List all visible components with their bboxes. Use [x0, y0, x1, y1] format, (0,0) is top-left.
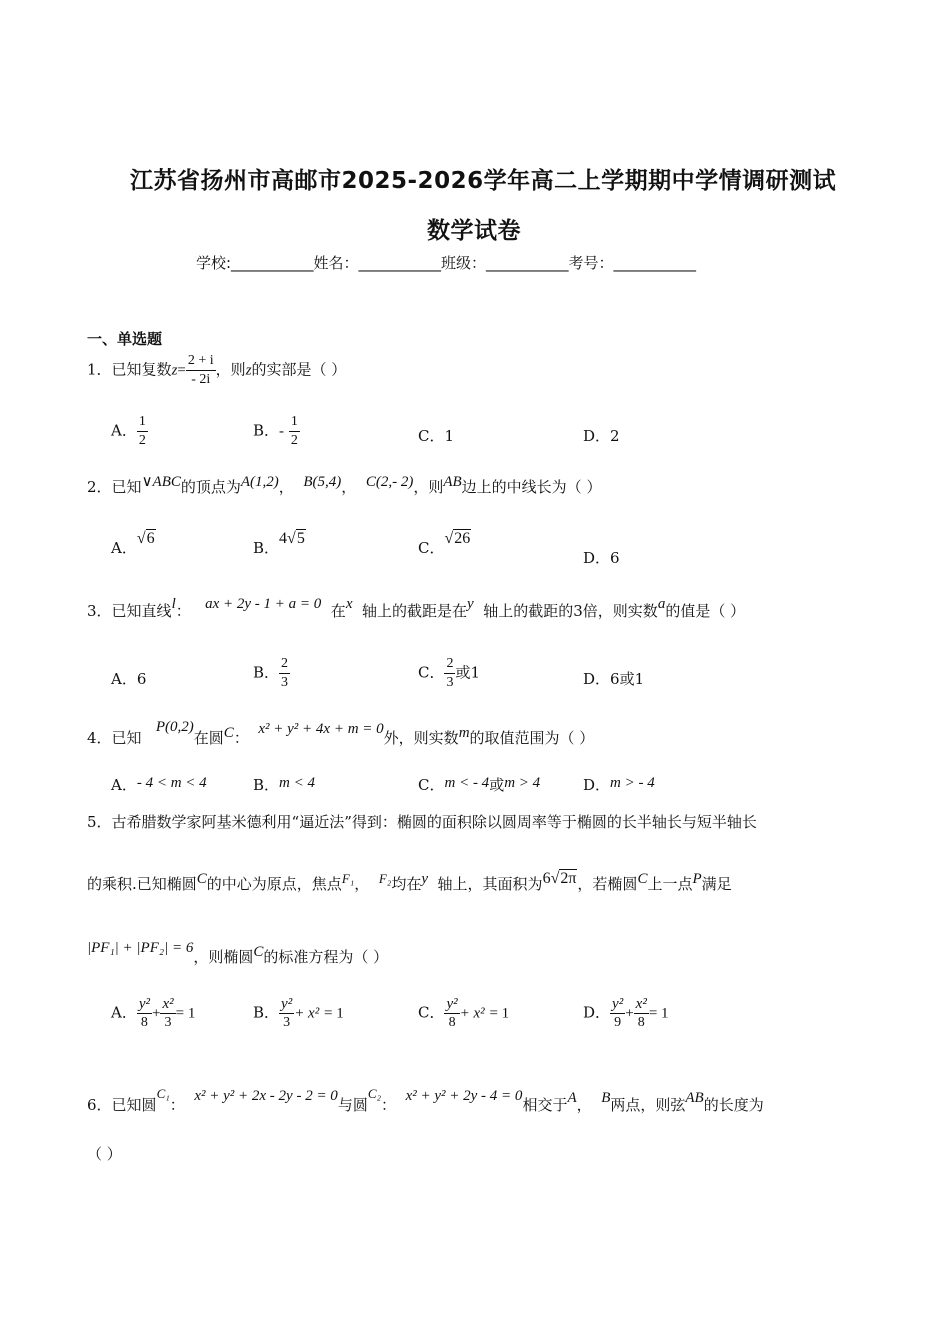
math-fraction	[137, 995, 152, 1032]
math-var: a	[657, 596, 666, 612]
math-fraction	[137, 413, 148, 450]
math-fraction	[289, 413, 300, 450]
math-sign: -	[279, 423, 285, 440]
math-fraction	[160, 995, 175, 1032]
fraction-denominator: 8	[140, 1015, 148, 1030]
math-var: C	[196, 871, 207, 887]
option-c[interactable]	[418, 425, 454, 446]
option-b[interactable]	[253, 530, 306, 558]
option-a[interactable]	[111, 413, 148, 450]
option-label: B．	[253, 776, 280, 794]
option-label: D．	[583, 776, 611, 794]
punct: ：	[381, 1096, 397, 1114]
option-c[interactable]	[418, 655, 480, 692]
option-label: D．	[583, 670, 611, 688]
math-var: y	[467, 596, 474, 612]
option-value: 6	[136, 670, 147, 688]
math-sqrt: 4√5	[279, 530, 305, 547]
math-op: +	[625, 1005, 634, 1022]
stem-text: 古希腊数学家阿基米德利用“逼近法”得到：椭圆的面积除以圆周率等于椭圆的长半轴长与短半轴长	[111, 813, 757, 831]
math-var: F₂	[378, 871, 392, 886]
math-sqrt: √26	[444, 530, 471, 547]
fraction-denominator: 2	[138, 433, 146, 448]
math-rhs: = 1	[489, 1005, 510, 1022]
stem-text: 已知圆	[111, 1096, 157, 1114]
stem-text: ，则椭圆	[193, 948, 254, 966]
math-triangle: ∨ABC	[141, 474, 181, 490]
math-fraction	[186, 352, 216, 389]
fraction-denominator: 3	[283, 1015, 291, 1030]
fraction-numerator: x²	[635, 996, 647, 1012]
math-var: C	[637, 871, 648, 887]
option-label: A．	[111, 776, 137, 794]
stem-text: 的中心为原点，焦点	[206, 875, 342, 893]
option-b[interactable]	[253, 655, 290, 692]
fraction-numerator: y²	[446, 996, 458, 1012]
option-value: 2	[610, 427, 620, 445]
option-a[interactable]	[111, 668, 146, 689]
question-5-line3	[87, 940, 389, 967]
option-c[interactable]	[418, 530, 471, 558]
option-c[interactable]	[418, 774, 540, 795]
math-var: C₁	[156, 1086, 170, 1101]
fraction-denominator: 3	[164, 1015, 172, 1030]
option-label: C．	[418, 1003, 445, 1022]
stem-text: 的标准方程为（ ）	[263, 948, 389, 966]
option-b[interactable]	[253, 413, 300, 450]
option-label: A．	[111, 670, 137, 688]
fraction-denominator: 8	[637, 1015, 645, 1030]
math-point: P(0,2)	[155, 719, 194, 735]
math-sqrt: √6	[136, 530, 155, 547]
question-number: 5．	[87, 813, 112, 831]
math-point: A(1,2)	[240, 474, 279, 490]
stem-text: ，若椭圆	[577, 875, 638, 893]
option-value: m < - 4	[444, 775, 490, 791]
math-fraction	[634, 995, 649, 1032]
question-number: 3．	[87, 602, 112, 620]
punct: ：	[233, 729, 249, 747]
option-label: A．	[111, 421, 137, 440]
stem-text: 外，则实数	[383, 729, 459, 747]
option-label: A．	[111, 539, 137, 557]
math-equation: x² + y² + 2x - 2y - 2 = 0	[194, 1088, 338, 1104]
stem-text: 在圆	[193, 729, 224, 747]
fraction-numerator: 1	[137, 413, 148, 432]
stem-text: 已知复数	[111, 360, 172, 379]
option-label: C．	[418, 776, 445, 794]
question-number: 6．	[87, 1096, 112, 1114]
question-1	[87, 352, 346, 389]
fraction-numerator: x²	[162, 996, 174, 1012]
option-a[interactable]	[111, 995, 195, 1032]
section-heading: 一、单选题	[87, 330, 163, 348]
punct: ：	[175, 602, 191, 620]
math-var: l	[171, 596, 176, 612]
punct: ：	[169, 1096, 185, 1114]
math-equation: x² + y² + 4x + m = 0	[258, 721, 384, 737]
stem-text: 与圆	[337, 1096, 368, 1114]
punct: ，	[341, 478, 357, 496]
math-op: =	[177, 362, 186, 379]
radicand: 2π	[560, 870, 577, 887]
coefficient: 6	[542, 870, 551, 887]
math-fraction	[444, 995, 459, 1032]
question-6-paren: （ ）	[87, 1145, 122, 1163]
question-5-line2	[87, 870, 732, 894]
math-var: AB	[443, 474, 462, 490]
stem-text: 的取值范围为（ ）	[469, 729, 595, 747]
option-label: C．	[418, 663, 445, 682]
fraction-numerator: y²	[612, 996, 624, 1012]
punct: ，	[354, 875, 370, 893]
math-rhs: = 1	[175, 1005, 196, 1022]
stem-text: 已知直线	[111, 602, 172, 620]
stem-text: 的值是（ ）	[665, 602, 746, 620]
stem-text: 轴上的截距是在	[362, 602, 468, 620]
math-var: A	[567, 1090, 577, 1106]
option-label: B．	[253, 421, 280, 440]
option-label: B．	[253, 1003, 280, 1022]
option-c[interactable]	[418, 995, 509, 1032]
math-equation: x² + y² + 2y - 4 = 0	[405, 1088, 523, 1104]
option-d[interactable]	[583, 995, 669, 1032]
fraction-denominator: 2	[290, 433, 298, 448]
math-var: C	[253, 944, 264, 960]
question-3	[87, 596, 746, 621]
math-var: x	[345, 596, 353, 612]
math-var: z	[245, 362, 252, 379]
math-fraction	[279, 995, 294, 1032]
math-var: z	[171, 362, 178, 379]
option-label: A．	[111, 1003, 137, 1022]
question-6	[87, 1086, 764, 1115]
option-value: m < 4	[279, 775, 315, 791]
stem-text: 在	[330, 602, 346, 620]
question-number: 1．	[87, 360, 112, 379]
option-label: D．	[583, 427, 611, 445]
option-value: m > - 4	[610, 775, 655, 791]
option-label: D．	[583, 549, 611, 567]
stem-text: 满足	[701, 875, 732, 893]
option-b[interactable]	[253, 774, 315, 795]
question-4	[87, 719, 595, 748]
option-b[interactable]	[253, 995, 344, 1032]
option-label: C．	[418, 427, 445, 445]
student-info-line: 学校:___________姓名：___________班级：___________考号：___________	[196, 254, 697, 272]
stem-text: 均在	[391, 875, 422, 893]
math-sqrt: 6√2π	[542, 870, 577, 887]
math-var: AB	[685, 1090, 704, 1106]
math-var: m	[458, 725, 470, 741]
math-var: P	[692, 871, 702, 887]
fraction-numerator: 1	[289, 413, 300, 432]
option-value: 1	[444, 427, 455, 445]
radicand: 5	[296, 530, 305, 547]
punct: ，	[576, 1096, 592, 1114]
option-value: - 4 < m < 4	[136, 775, 207, 791]
option-connector: 或	[489, 776, 505, 794]
math-fraction	[610, 995, 625, 1032]
question-number: 4．	[87, 729, 112, 747]
math-op: +	[152, 1005, 161, 1022]
stem-text: 已知	[111, 729, 142, 747]
math-var: B	[601, 1090, 611, 1106]
option-label: C．	[418, 539, 445, 557]
stem-text: 的顶点为	[180, 478, 241, 496]
option-d[interactable]	[583, 547, 620, 568]
fraction-denominator: - 2i	[191, 372, 211, 387]
option-value: 6	[610, 549, 620, 567]
math-op: + x²	[294, 1005, 320, 1022]
option-d[interactable]	[583, 774, 655, 795]
question-5-line1	[87, 811, 757, 832]
math-point: B(5,4)	[303, 474, 342, 490]
option-d[interactable]	[583, 425, 620, 446]
math-rhs: = 1	[324, 1005, 344, 1022]
stem-text: 相交于	[522, 1096, 568, 1114]
math-var: C	[223, 725, 234, 741]
math-var: y	[421, 871, 428, 887]
radicand: 6	[146, 530, 155, 547]
option-a[interactable]	[111, 530, 156, 558]
option-label: B．	[253, 539, 280, 557]
option-value: 6或1	[610, 670, 645, 688]
option-a[interactable]	[111, 774, 207, 795]
stem-text: 已知	[111, 478, 142, 496]
exam-title-line2: 数学试卷	[427, 218, 521, 244]
option-d[interactable]	[583, 668, 644, 689]
math-point: C(2,- 2)	[365, 474, 414, 490]
stem-text: ，则	[215, 360, 246, 379]
stem-text: ，则	[413, 478, 444, 496]
option-label: D．	[583, 1003, 611, 1022]
fraction-denominator: 3	[446, 675, 454, 690]
stem-text: 轴上的截距的3倍，则实数	[483, 602, 658, 620]
math-fraction	[279, 655, 290, 692]
fraction-numerator: 2	[279, 655, 290, 674]
math-var: C₂	[367, 1086, 382, 1101]
stem-text: 轴上，其面积为	[437, 875, 543, 893]
stem-text: 上一点	[647, 875, 693, 893]
stem-text: 的乘积.已知椭圆	[87, 875, 197, 893]
radicand: 26	[454, 530, 471, 547]
fraction-denominator: 3	[281, 675, 289, 690]
math-op: + x²	[459, 1005, 485, 1022]
option-label: B．	[253, 663, 280, 682]
question-2	[87, 476, 601, 497]
fraction-numerator: y²	[281, 996, 293, 1012]
fraction-numerator: 2 + i	[186, 352, 216, 371]
exam-title-line1: 江苏省扬州市高邮市2025-2026学年高二上学期期中学情调研测试	[130, 168, 837, 194]
option-suffix: 或1	[455, 663, 481, 682]
fraction-numerator: y²	[138, 996, 150, 1012]
stem-text: 边上的中线长为（ ）	[461, 478, 602, 496]
punct: ，	[278, 478, 294, 496]
stem-text: 的实部是（ ）	[251, 360, 347, 379]
coefficient: 4	[279, 530, 288, 547]
math-rhs: = 1	[648, 1005, 669, 1022]
math-equation: |PF₁| + |PF₂| = 6	[87, 940, 194, 956]
fraction-denominator: 9	[614, 1015, 622, 1030]
question-number: 2．	[87, 478, 112, 496]
stem-text: 两点，则弦	[610, 1096, 686, 1114]
math-var: F₁	[341, 871, 355, 886]
stem-text: 的长度为	[703, 1096, 764, 1114]
math-fraction	[444, 655, 455, 692]
fraction-denominator: 8	[448, 1015, 456, 1030]
option-value: m > 4	[504, 775, 541, 791]
math-equation: ax + 2y - 1 + a = 0	[205, 596, 322, 612]
fraction-numerator: 2	[444, 655, 455, 674]
